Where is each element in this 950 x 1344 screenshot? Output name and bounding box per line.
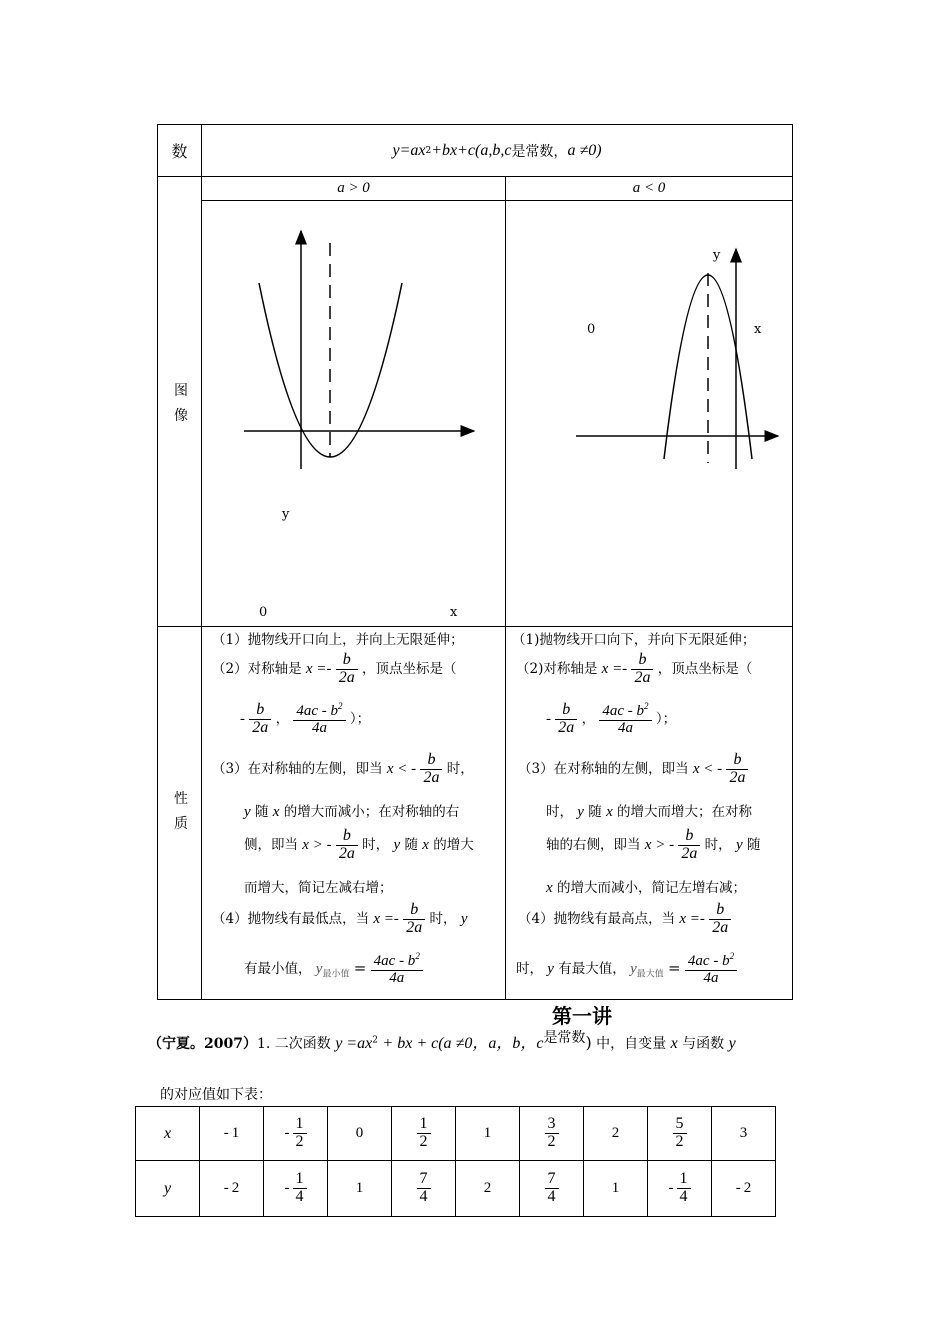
y-row-cell: 1 <box>583 1160 648 1217</box>
y-row-cell: - $\frac{1}{4}$ <box>263 1160 328 1217</box>
y-row-cell: - 2 <box>711 1160 776 1217</box>
x-row-cell: 3 <box>711 1106 776 1161</box>
x-row-cell: 2 <box>583 1106 648 1161</box>
row-label-properties: 性 质 <box>157 626 202 1000</box>
x-row-cell: - $\frac{1}{2}$ <box>263 1106 328 1161</box>
y-row-cell: - 2 <box>199 1160 264 1217</box>
row-label-function: 数 <box>157 124 202 177</box>
x-row-cell: $\frac{1}{2}$ <box>391 1106 456 1161</box>
y-row-cell: 1 <box>327 1160 392 1217</box>
formula-cell <box>201 124 793 177</box>
x-row-cell: 1 <box>455 1106 520 1161</box>
x-row-cell: 0 <box>327 1106 392 1161</box>
question-line: （宁夏。2007）1. 二次函数 $y =ax^2$ + bx + c(a ≠0，a，b，c是常数) 中，自变量 x 与函数 y <box>148 1030 736 1052</box>
x-row-label: x <box>135 1106 200 1161</box>
y-row-cell: 2 <box>455 1160 520 1217</box>
header-a-negative: a < 0 <box>505 176 793 201</box>
y-row-cell: - $\frac{1}{4}$ <box>647 1160 712 1217</box>
question-line-2: 的对应值如下表： <box>160 1087 272 1103</box>
lecture-title: 第一讲 <box>552 1004 612 1028</box>
x-row-cell: $\frac{3}{2}$ <box>519 1106 584 1161</box>
x-row-cell: - 1 <box>199 1106 264 1161</box>
y-row-label: y <box>135 1160 200 1217</box>
y-row-cell: $\frac{7}{4}$ <box>519 1160 584 1217</box>
upward-parabola-graph <box>202 201 505 626</box>
downward-parabola-graph <box>506 201 792 626</box>
x-row-cell: $\frac{5}{2}$ <box>647 1106 712 1161</box>
y-row-cell: $\frac{7}{4}$ <box>391 1160 456 1217</box>
general-formula: y =ax 2 +bx+c(a,b,c 是常数， a ≠0) <box>392 141 602 160</box>
header-a-positive: a > 0 <box>201 176 506 201</box>
row-label-graph: 图 像 <box>157 176 202 627</box>
